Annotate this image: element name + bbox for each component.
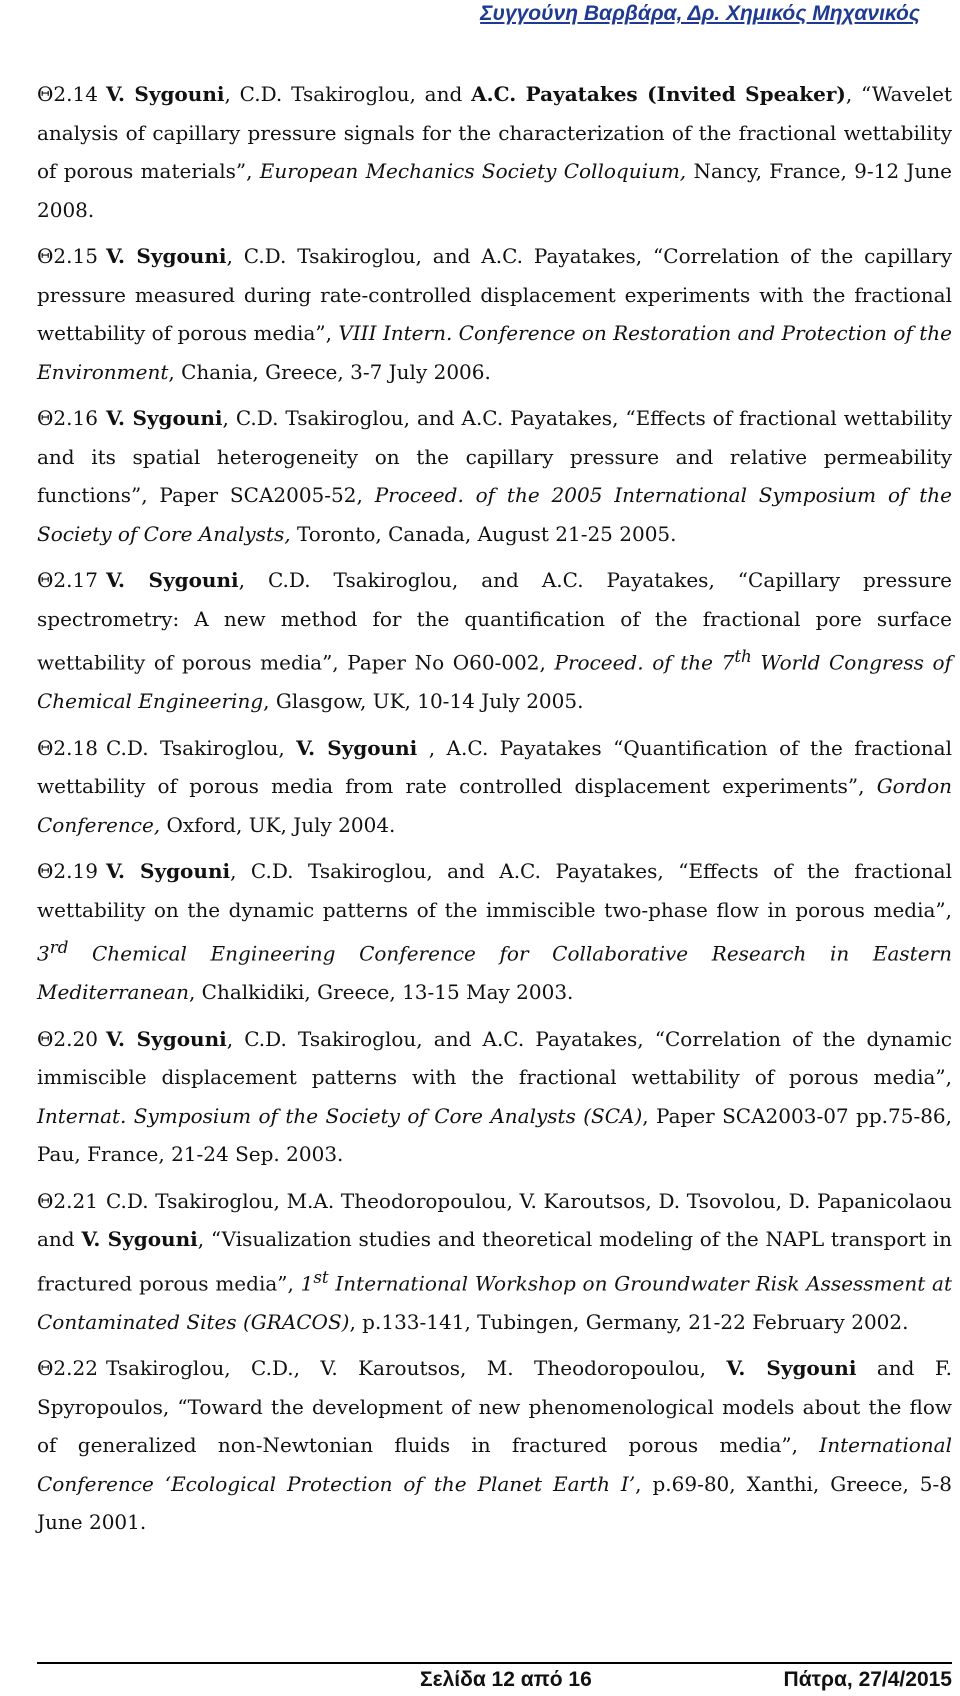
publication-entry	[37, 1349, 952, 1542]
publication-entry	[37, 1020, 952, 1174]
entry-text-run: , A.C. Payatakes “Quantification of the fractional wettability of porous media from rate controlled displacement experiments”,	[37, 735, 953, 799]
place-date: Πάτρα, 27/4/2015	[783, 1668, 952, 1691]
entry-text-run: , Paper SCA2003-07 pp.75-86, Pau, France, 21-24 Sep. 2003.	[37, 1103, 953, 1167]
entry-id: Θ2.17	[37, 568, 98, 592]
entry-text-run: V. Sygouni	[105, 859, 231, 884]
publication-entry	[37, 561, 952, 721]
footer-divider	[37, 1662, 952, 1664]
entry-text-run: C.D. Tsakiroglou, M.A. Theodoropoulou, V. Karoutsos, D. Tsovolou, D. Papanicolaou and	[37, 1188, 952, 1252]
entry-text-run: Toronto, Canada, August 21-25 2005.	[290, 521, 677, 546]
entry-text-run: Oxford, UK, July 2004.	[160, 812, 396, 837]
page-header-title: Συγγούνη Βαρβάρα, Δρ. Χημικός Μηχανικός	[480, 2, 920, 25]
entry-text-run: , “Visualization studies and theoretical modeling of the NAPL transport in fractured porous media”,	[37, 1227, 953, 1296]
entry-id: Θ2.22	[37, 1356, 98, 1381]
entry-text-run: , C.D. Tsakiroglou, and	[224, 82, 472, 106]
entry-text-run: , C.D. Tsakiroglou, and A.C. Payatakes, “Effects of fractional wettability and its spatial heterogeneity on the capillary pressure and relative permeability functions”, Paper SCA2005-52,	[37, 406, 953, 507]
publication-list	[37, 75, 952, 1550]
entry-text-run: Proceed. of the 2005 International Symposium of the Society of Core Analysts,	[37, 483, 953, 546]
page-number: Σελίδα 12 από 16	[420, 1668, 592, 1691]
entry-id: Θ2.18	[37, 735, 98, 760]
entry-text-run: , p.69-80, Xanthi, Greece, 5-8 June 2001.	[37, 1471, 952, 1535]
entry-text-run: Gordon Conference,	[37, 774, 952, 837]
entry-text-run: 3	[37, 941, 50, 966]
publication-entry	[37, 399, 952, 553]
entry-text-run: International Conference ‘Ecological Protection of the Planet Earth I’	[37, 1433, 952, 1496]
entry-text-run: Chemical Engineering Conference for Collaborative Research in Eastern Mediterranean	[37, 941, 952, 1005]
entry-text-run: th	[734, 647, 752, 666]
entry-text-run: , C.D. Tsakiroglou, and A.C. Payatakes, “Effects of the fractional wettability on the dynamic patterns of the immiscible two-phase flow in porous media”,	[37, 859, 952, 922]
entry-id: Θ2.16	[37, 406, 98, 430]
entry-text-run: Proceed. of the 7	[554, 650, 735, 675]
entry-text-run: V. Sygouni	[105, 244, 227, 268]
entry-text-run: International Workshop on Groundwater Risk Assessment at Contaminated Sites (GRACOS)	[37, 1271, 953, 1334]
entry-text-run: 1	[300, 1271, 314, 1296]
entry-id: Θ2.20	[37, 1026, 98, 1051]
entry-text-run: V. Sygouni	[105, 82, 225, 106]
publication-entry	[37, 852, 952, 1012]
entry-text-run: V. Sygouni	[105, 568, 239, 592]
publication-entry	[37, 75, 952, 229]
entry-text-run: Internat. Symposium of the Society of Core Analysts (SCA)	[37, 1103, 643, 1128]
entry-text-run: Nancy, France, 9-12 June 2008.	[37, 159, 952, 222]
entry-id: Θ2.19	[37, 859, 98, 884]
entry-text-run: VIII Intern. Conference on Restoration and Protection of the Environment	[37, 321, 952, 384]
entry-text-run: World Congress of Chemical Engineering	[37, 650, 953, 714]
entry-text-run: , Chania, Greece, 3-7 July 2006.	[168, 359, 491, 384]
entry-text-run: , C.D. Tsakiroglou, and A.C. Payatakes, “Capillary pressure spectrometry: A new method for the quantification of the fractional pore surface wettability of porous media”, Paper No O60-002,	[37, 568, 953, 675]
entry-text-run: , “Wavelet analysis of capillary pressure signals for the characterization of the fractional wettability of porous materials”,	[37, 82, 952, 183]
entry-text-run: and F. Spyropoulos, “Toward the development of new phenomenological models about the flow of generalized non-Newtonian fluids in fractured porous media”,	[37, 1356, 952, 1458]
entry-text-run: , C.D. Tsakiroglou, and A.C. Payatakes, “Correlation of the capillary pressure measured during rate-controlled displacement experiments with the fractional wettability of porous media”,	[37, 244, 953, 345]
entry-text-run: , C.D. Tsakiroglou, and A.C. Payatakes, “Correlation of the dynamic immiscible displacement patterns with the fractional wettability of porous media”,	[37, 1026, 953, 1090]
entry-text-run: , p.133-141, Tubingen, Germany, 21-22 February 2002.	[349, 1309, 909, 1334]
entry-text-run: rd	[49, 938, 69, 958]
publication-entry	[37, 237, 952, 391]
entry-text-run: , Glasgow, UK, 10-14 July 2005.	[263, 689, 584, 714]
publication-entry	[37, 1182, 952, 1342]
entry-text-run: V. Sygouni	[726, 1356, 857, 1381]
entry-id: Θ2.21	[37, 1188, 98, 1213]
entry-text-run: V. Sygouni	[81, 1227, 198, 1252]
entry-text-run: Tsakiroglou, C.D., V. Karoutsos, M. Theodoropoulou,	[105, 1356, 727, 1381]
entry-text-run: C.D. Tsakiroglou,	[105, 735, 297, 760]
publication-entry	[37, 729, 952, 845]
entry-text-run: European Mechanics Society Colloquium,	[259, 159, 687, 183]
entry-text-run: V. Sygouni	[105, 1026, 227, 1051]
entry-id: Θ2.15	[37, 244, 98, 268]
entry-id: Θ2.14	[37, 82, 98, 106]
entry-text-run: V. Sygouni	[105, 406, 223, 430]
entry-text-run: V. Sygouni	[296, 735, 418, 760]
entry-text-run: A.C. Payatakes (Invited Speaker)	[471, 82, 846, 106]
entry-text-run: st	[313, 1267, 329, 1287]
entry-text-run: , Chalkidiki, Greece, 13-15 May 2003.	[188, 980, 574, 1005]
